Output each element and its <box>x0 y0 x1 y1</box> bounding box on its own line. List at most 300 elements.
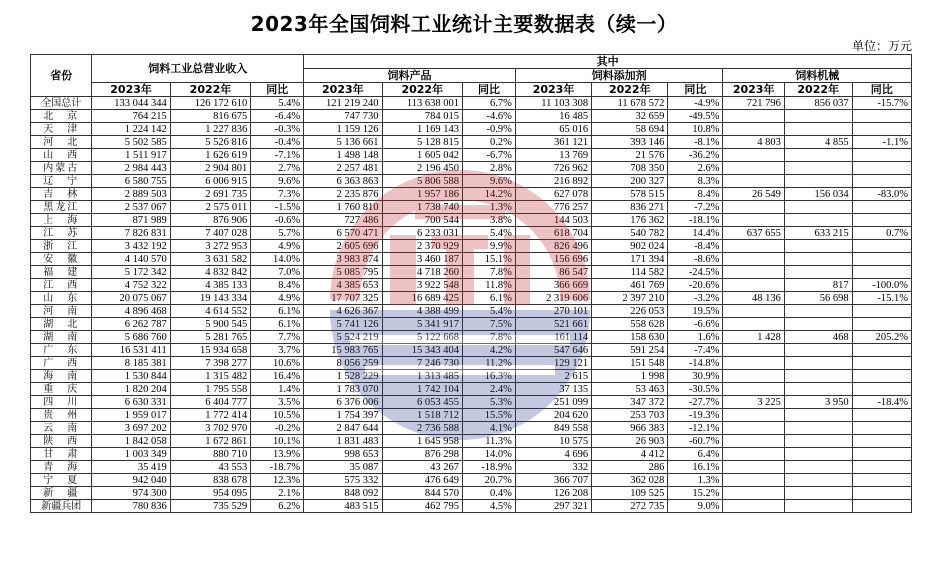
province-cell: 重 庆 <box>31 383 92 396</box>
header-additives: 饲料添加剂 <box>515 69 723 83</box>
total-yoy-cell: 10.6% <box>251 357 304 370</box>
additive-2023-cell: 204 620 <box>515 409 591 422</box>
feed-2023-cell: 6 363 863 <box>304 175 382 188</box>
feed-2022-cell: 700 544 <box>382 214 462 227</box>
total-2023-cell: 1 511 917 <box>92 149 170 162</box>
table-row <box>31 344 912 357</box>
feed-2023-cell: 1 760 810 <box>304 201 382 214</box>
header-year-2023: 2023年 <box>723 83 784 97</box>
total-2022-cell: 4 385 133 <box>170 279 250 292</box>
machinery-2023-cell: 3 225 <box>723 396 784 409</box>
machinery-2023-cell <box>723 201 784 214</box>
feed-2022-cell: 844 570 <box>382 487 462 500</box>
machinery-2023-cell <box>723 474 784 487</box>
total-2022-cell: 1 626 619 <box>170 149 250 162</box>
additive-yoy-cell: -60.7% <box>668 435 723 448</box>
header-yoy: 同比 <box>668 83 723 97</box>
feed-2022-cell: 876 298 <box>382 448 462 461</box>
additive-2023-cell: 2 615 <box>515 370 591 383</box>
additive-2022-cell: 171 394 <box>592 253 668 266</box>
additive-2022-cell: 540 782 <box>592 227 668 240</box>
additive-2023-cell: 826 496 <box>515 240 591 253</box>
feed-2023-cell: 5 524 219 <box>304 331 382 344</box>
machinery-yoy-cell <box>852 461 911 474</box>
feed-2023-cell: 1 754 397 <box>304 409 382 422</box>
machinery-2022-cell <box>784 214 852 227</box>
province-cell: 湖 北 <box>31 318 92 331</box>
additive-yoy-cell: 10.8% <box>668 123 723 136</box>
total-2022-cell: 5 526 816 <box>170 136 250 149</box>
total-yoy-cell: 7.0% <box>251 266 304 279</box>
additive-2022-cell: 1 998 <box>592 370 668 383</box>
additive-2023-cell: 251 099 <box>515 396 591 409</box>
machinery-yoy-cell <box>852 448 911 461</box>
table-row <box>31 409 912 422</box>
total-yoy-cell: 6.2% <box>251 500 304 513</box>
machinery-2023-cell: 1 428 <box>723 331 784 344</box>
header-year-2022: 2022年 <box>592 83 668 97</box>
feed-2022-cell: 1 313 485 <box>382 370 462 383</box>
machinery-yoy-cell <box>852 435 911 448</box>
total-yoy-cell: -0.4% <box>251 136 304 149</box>
machinery-yoy-cell <box>852 409 911 422</box>
additive-2022-cell: 176 362 <box>592 214 668 227</box>
feed-2023-cell: 35 087 <box>304 461 382 474</box>
total-2022-cell: 4 832 842 <box>170 266 250 279</box>
machinery-2022-cell <box>784 383 852 396</box>
total-yoy-cell: -7.1% <box>251 149 304 162</box>
total-yoy-cell: 4.9% <box>251 240 304 253</box>
table-row <box>31 240 912 253</box>
machinery-2022-cell <box>784 201 852 214</box>
total-2023-cell: 2 984 443 <box>92 162 170 175</box>
province-cell: 山 西 <box>31 149 92 162</box>
header-total-revenue: 饲料工业总营业收入 <box>92 55 304 83</box>
feed-2022-cell: 6 233 031 <box>382 227 462 240</box>
feed-2023-cell: 1 159 126 <box>304 123 382 136</box>
machinery-2023-cell <box>723 110 784 123</box>
header-year-2023: 2023年 <box>304 83 382 97</box>
header-feed-products: 饲料产品 <box>304 69 516 83</box>
feed-2023-cell: 1 783 070 <box>304 383 382 396</box>
additive-2022-cell: 272 735 <box>592 500 668 513</box>
machinery-yoy-cell <box>852 214 911 227</box>
total-2022-cell: 5 281 765 <box>170 331 250 344</box>
table-row <box>31 435 912 448</box>
total-2022-cell: 1 227 836 <box>170 123 250 136</box>
total-2022-cell: 735 529 <box>170 500 250 513</box>
feed-yoy-cell: -0.9% <box>462 123 515 136</box>
province-cell: 广 西 <box>31 357 92 370</box>
province-cell: 河 南 <box>31 305 92 318</box>
additive-yoy-cell: -18.1% <box>668 214 723 227</box>
machinery-yoy-cell: -83.0% <box>852 188 911 201</box>
additive-yoy-cell: 1.3% <box>668 474 723 487</box>
feed-2023-cell: 121 219 240 <box>304 97 382 110</box>
total-yoy-cell: 7.7% <box>251 331 304 344</box>
machinery-2023-cell: 48 136 <box>723 292 784 305</box>
machinery-2022-cell <box>784 110 852 123</box>
feed-2022-cell: 5 806 588 <box>382 175 462 188</box>
total-yoy-cell: 14.0% <box>251 253 304 266</box>
machinery-yoy-cell <box>852 357 911 370</box>
additive-2023-cell: 11 103 308 <box>515 97 591 110</box>
machinery-2023-cell <box>723 383 784 396</box>
additive-2022-cell: 4 412 <box>592 448 668 461</box>
additive-2023-cell: 297 321 <box>515 500 591 513</box>
feed-2022-cell: 43 267 <box>382 461 462 474</box>
table-row <box>31 422 912 435</box>
additive-2023-cell: 270 101 <box>515 305 591 318</box>
additive-yoy-cell: -7.4% <box>668 344 723 357</box>
table-row <box>31 162 912 175</box>
feed-yoy-cell: 1.3% <box>462 201 515 214</box>
machinery-yoy-cell <box>852 266 911 279</box>
machinery-yoy-cell <box>852 500 911 513</box>
province-cell: 浙 江 <box>31 240 92 253</box>
total-2022-cell: 1 772 414 <box>170 409 250 422</box>
feed-2023-cell: 5 085 795 <box>304 266 382 279</box>
feed-2023-cell: 6 570 471 <box>304 227 382 240</box>
page-title: 2023年全国饲料工业统计主要数据表（续一） <box>250 12 678 36</box>
machinery-2022-cell <box>784 266 852 279</box>
total-yoy-cell: 6.1% <box>251 318 304 331</box>
machinery-yoy-cell <box>852 383 911 396</box>
total-yoy-cell: -6.4% <box>251 110 304 123</box>
additive-2022-cell: 708 350 <box>592 162 668 175</box>
machinery-2023-cell <box>723 149 784 162</box>
additive-2023-cell: 849 558 <box>515 422 591 435</box>
machinery-2022-cell <box>784 461 852 474</box>
additive-2023-cell: 161 114 <box>515 331 591 344</box>
feed-yoy-cell: 4.2% <box>462 344 515 357</box>
table-row <box>31 266 912 279</box>
additive-2022-cell: 902 024 <box>592 240 668 253</box>
province-cell: 广 东 <box>31 344 92 357</box>
machinery-2023-cell <box>723 344 784 357</box>
total-2022-cell: 838 678 <box>170 474 250 487</box>
additive-2023-cell: 366 707 <box>515 474 591 487</box>
table-row <box>31 487 912 500</box>
total-2023-cell: 1 842 058 <box>92 435 170 448</box>
total-2023-cell: 35 419 <box>92 461 170 474</box>
table-row <box>31 110 912 123</box>
additive-yoy-cell: -6.6% <box>668 318 723 331</box>
machinery-yoy-cell <box>852 344 911 357</box>
additive-2023-cell: 627 078 <box>515 188 591 201</box>
feed-2023-cell: 747 730 <box>304 110 382 123</box>
machinery-2022-cell <box>784 422 852 435</box>
table-row <box>31 227 912 240</box>
additive-yoy-cell: -27.7% <box>668 396 723 409</box>
feed-2022-cell: 784 015 <box>382 110 462 123</box>
feed-yoy-cell: 7.8% <box>462 331 515 344</box>
feed-yoy-cell: 20.7% <box>462 474 515 487</box>
feed-2022-cell: 1 738 740 <box>382 201 462 214</box>
feed-yoy-cell: 11.2% <box>462 357 515 370</box>
table-row <box>31 500 912 513</box>
additive-yoy-cell: -8.6% <box>668 253 723 266</box>
feed-2023-cell: 4 385 653 <box>304 279 382 292</box>
additive-yoy-cell: 8.3% <box>668 175 723 188</box>
machinery-2022-cell <box>784 318 852 331</box>
header-year-2022: 2022年 <box>170 83 250 97</box>
additive-2022-cell: 200 327 <box>592 175 668 188</box>
total-2022-cell: 876 906 <box>170 214 250 227</box>
feed-2023-cell: 6 376 006 <box>304 396 382 409</box>
table-row <box>31 292 912 305</box>
total-2023-cell: 780 836 <box>92 500 170 513</box>
table-row <box>31 123 912 136</box>
total-2023-cell: 942 040 <box>92 474 170 487</box>
feed-yoy-cell: 9.9% <box>462 240 515 253</box>
total-2023-cell: 16 531 411 <box>92 344 170 357</box>
additive-2023-cell: 126 208 <box>515 487 591 500</box>
feed-2022-cell: 2 370 929 <box>382 240 462 253</box>
additive-2022-cell: 26 903 <box>592 435 668 448</box>
feed-2023-cell: 1 831 483 <box>304 435 382 448</box>
machinery-2022-cell <box>784 487 852 500</box>
feed-yoy-cell: 4.1% <box>462 422 515 435</box>
feed-2023-cell: 2 235 876 <box>304 188 382 201</box>
additive-2022-cell: 109 525 <box>592 487 668 500</box>
machinery-2022-cell: 56 698 <box>784 292 852 305</box>
feed-2022-cell: 1 605 042 <box>382 149 462 162</box>
province-cell: 上 海 <box>31 214 92 227</box>
total-2022-cell: 43 553 <box>170 461 250 474</box>
total-2023-cell: 1 530 844 <box>92 370 170 383</box>
machinery-2023-cell <box>723 279 784 292</box>
table-body <box>31 97 912 513</box>
machinery-2022-cell <box>784 305 852 318</box>
feed-yoy-cell: 4.5% <box>462 500 515 513</box>
feed-2022-cell: 1 957 186 <box>382 188 462 201</box>
total-yoy-cell: 5.4% <box>251 97 304 110</box>
machinery-yoy-cell <box>852 370 911 383</box>
feed-yoy-cell: 5.4% <box>462 227 515 240</box>
machinery-2022-cell: 856 037 <box>784 97 852 110</box>
total-2022-cell: 126 172 610 <box>170 97 250 110</box>
total-2022-cell: 7 407 028 <box>170 227 250 240</box>
additive-yoy-cell: 19.5% <box>668 305 723 318</box>
feed-2022-cell: 4 718 260 <box>382 266 462 279</box>
additive-yoy-cell: -4.9% <box>668 97 723 110</box>
total-yoy-cell: 4.9% <box>251 292 304 305</box>
machinery-yoy-cell <box>852 253 911 266</box>
machinery-2022-cell <box>784 357 852 370</box>
table-row <box>31 448 912 461</box>
table-row <box>31 97 912 110</box>
total-2023-cell: 4 752 322 <box>92 279 170 292</box>
machinery-2022-cell <box>784 370 852 383</box>
table-row <box>31 188 912 201</box>
machinery-yoy-cell <box>852 422 911 435</box>
unit-label: 单位：万元 <box>851 39 912 53</box>
total-yoy-cell: -0.3% <box>251 123 304 136</box>
total-yoy-cell: 1.4% <box>251 383 304 396</box>
total-2022-cell: 1 672 861 <box>170 435 250 448</box>
machinery-yoy-cell <box>852 149 911 162</box>
table-row <box>31 474 912 487</box>
province-cell: 云 南 <box>31 422 92 435</box>
machinery-2023-cell <box>723 422 784 435</box>
machinery-2022-cell <box>784 123 852 136</box>
additive-2022-cell: 21 576 <box>592 149 668 162</box>
additive-2022-cell: 2 397 210 <box>592 292 668 305</box>
feed-2022-cell: 6 053 455 <box>382 396 462 409</box>
total-2022-cell: 6 404 777 <box>170 396 250 409</box>
machinery-2022-cell: 3 950 <box>784 396 852 409</box>
total-yoy-cell: -0.2% <box>251 422 304 435</box>
feed-2022-cell: 2 196 450 <box>382 162 462 175</box>
table-row <box>31 461 912 474</box>
additive-2022-cell: 578 515 <box>592 188 668 201</box>
machinery-2023-cell <box>723 448 784 461</box>
additive-2023-cell: 13 769 <box>515 149 591 162</box>
total-2023-cell: 4 896 468 <box>92 305 170 318</box>
machinery-2022-cell <box>784 448 852 461</box>
total-2023-cell: 5 502 585 <box>92 136 170 149</box>
additive-yoy-cell: -8.1% <box>668 136 723 149</box>
province-cell: 江 西 <box>31 279 92 292</box>
total-2023-cell: 7 826 831 <box>92 227 170 240</box>
total-yoy-cell: 7.3% <box>251 188 304 201</box>
feed-2023-cell: 17 707 325 <box>304 292 382 305</box>
feed-2022-cell: 5 128 815 <box>382 136 462 149</box>
total-yoy-cell: 8.4% <box>251 279 304 292</box>
additive-2023-cell: 216 892 <box>515 175 591 188</box>
province-cell: 福 建 <box>31 266 92 279</box>
machinery-2023-cell <box>723 305 784 318</box>
machinery-2023-cell <box>723 357 784 370</box>
feed-yoy-cell: 7.5% <box>462 318 515 331</box>
province-cell: 贵 州 <box>31 409 92 422</box>
feed-yoy-cell: 15.1% <box>462 253 515 266</box>
additive-2023-cell: 776 257 <box>515 201 591 214</box>
province-cell: 辽 宁 <box>31 175 92 188</box>
feed-2023-cell: 5 741 126 <box>304 318 382 331</box>
feed-yoy-cell: 16.3% <box>462 370 515 383</box>
feed-yoy-cell: 3.8% <box>462 214 515 227</box>
machinery-2023-cell <box>723 162 784 175</box>
machinery-2022-cell <box>784 175 852 188</box>
total-2023-cell: 974 300 <box>92 487 170 500</box>
table-row <box>31 318 912 331</box>
machinery-2022-cell: 4 855 <box>784 136 852 149</box>
additive-2022-cell: 286 <box>592 461 668 474</box>
total-yoy-cell: -0.6% <box>251 214 304 227</box>
additive-2023-cell: 144 503 <box>515 214 591 227</box>
machinery-2022-cell <box>784 344 852 357</box>
total-2022-cell: 2 575 011 <box>170 201 250 214</box>
header-year-2023: 2023年 <box>515 83 591 97</box>
feed-2023-cell: 5 136 661 <box>304 136 382 149</box>
feed-2022-cell: 4 388 499 <box>382 305 462 318</box>
table-row <box>31 331 912 344</box>
machinery-2023-cell: 4 803 <box>723 136 784 149</box>
total-2023-cell: 2 537 067 <box>92 201 170 214</box>
total-2023-cell: 764 215 <box>92 110 170 123</box>
additive-yoy-cell: -3.2% <box>668 292 723 305</box>
total-2022-cell: 3 631 582 <box>170 253 250 266</box>
table-row <box>31 136 912 149</box>
header-machinery: 饲料机械 <box>723 69 912 83</box>
additive-yoy-cell: -30.5% <box>668 383 723 396</box>
machinery-2023-cell <box>723 500 784 513</box>
additive-2023-cell: 726 962 <box>515 162 591 175</box>
additive-2022-cell: 114 582 <box>592 266 668 279</box>
additive-yoy-cell: -24.5% <box>668 266 723 279</box>
machinery-yoy-cell <box>852 474 911 487</box>
machinery-2023-cell <box>723 214 784 227</box>
additive-2022-cell: 461 769 <box>592 279 668 292</box>
header-province: 省份 <box>31 55 92 97</box>
feed-2023-cell: 1 528 229 <box>304 370 382 383</box>
feed-yoy-cell: 2.8% <box>462 162 515 175</box>
total-2023-cell: 1 224 142 <box>92 123 170 136</box>
additive-2023-cell: 4 696 <box>515 448 591 461</box>
feed-2022-cell: 1 742 104 <box>382 383 462 396</box>
data-table <box>30 54 912 513</box>
additive-yoy-cell: 14.4% <box>668 227 723 240</box>
total-2022-cell: 3 702 970 <box>170 422 250 435</box>
total-2023-cell: 1 003 349 <box>92 448 170 461</box>
total-2022-cell: 2 691 735 <box>170 188 250 201</box>
machinery-2023-cell <box>723 318 784 331</box>
feed-yoy-cell: 11.8% <box>462 279 515 292</box>
machinery-2022-cell: 633 215 <box>784 227 852 240</box>
feed-yoy-cell: 5.4% <box>462 305 515 318</box>
feed-2023-cell: 575 332 <box>304 474 382 487</box>
machinery-yoy-cell: -15.1% <box>852 292 911 305</box>
machinery-2023-cell <box>723 123 784 136</box>
feed-yoy-cell: 14.2% <box>462 188 515 201</box>
additive-yoy-cell: -19.3% <box>668 409 723 422</box>
additive-2022-cell: 836 271 <box>592 201 668 214</box>
additive-2022-cell: 362 028 <box>592 474 668 487</box>
total-2023-cell: 5 172 342 <box>92 266 170 279</box>
province-cell: 河 北 <box>31 136 92 149</box>
header-year-2022: 2022年 <box>382 83 462 97</box>
feed-2023-cell: 15 983 765 <box>304 344 382 357</box>
table-row <box>31 253 912 266</box>
feed-yoy-cell: 6.7% <box>462 97 515 110</box>
machinery-yoy-cell <box>852 123 911 136</box>
province-cell: 新 疆 <box>31 487 92 500</box>
additive-yoy-cell: 2.6% <box>668 162 723 175</box>
additive-2023-cell: 156 696 <box>515 253 591 266</box>
feed-yoy-cell: 7.8% <box>462 266 515 279</box>
header-yoy: 同比 <box>251 83 304 97</box>
additive-yoy-cell: 8.4% <box>668 188 723 201</box>
machinery-2023-cell <box>723 240 784 253</box>
feed-yoy-cell: 2.4% <box>462 383 515 396</box>
machinery-2022-cell <box>784 253 852 266</box>
additive-yoy-cell: 6.4% <box>668 448 723 461</box>
table-row <box>31 214 912 227</box>
total-2022-cell: 1 315 482 <box>170 370 250 383</box>
table-row <box>31 305 912 318</box>
feed-2023-cell: 3 983 874 <box>304 253 382 266</box>
total-yoy-cell: 3.7% <box>251 344 304 357</box>
total-2022-cell: 2 904 801 <box>170 162 250 175</box>
header-yoy: 同比 <box>462 83 515 97</box>
machinery-2023-cell: 26 549 <box>723 188 784 201</box>
total-yoy-cell: 10.1% <box>251 435 304 448</box>
additive-2023-cell: 618 704 <box>515 227 591 240</box>
additive-2023-cell: 521 661 <box>515 318 591 331</box>
feed-2022-cell: 5 341 917 <box>382 318 462 331</box>
